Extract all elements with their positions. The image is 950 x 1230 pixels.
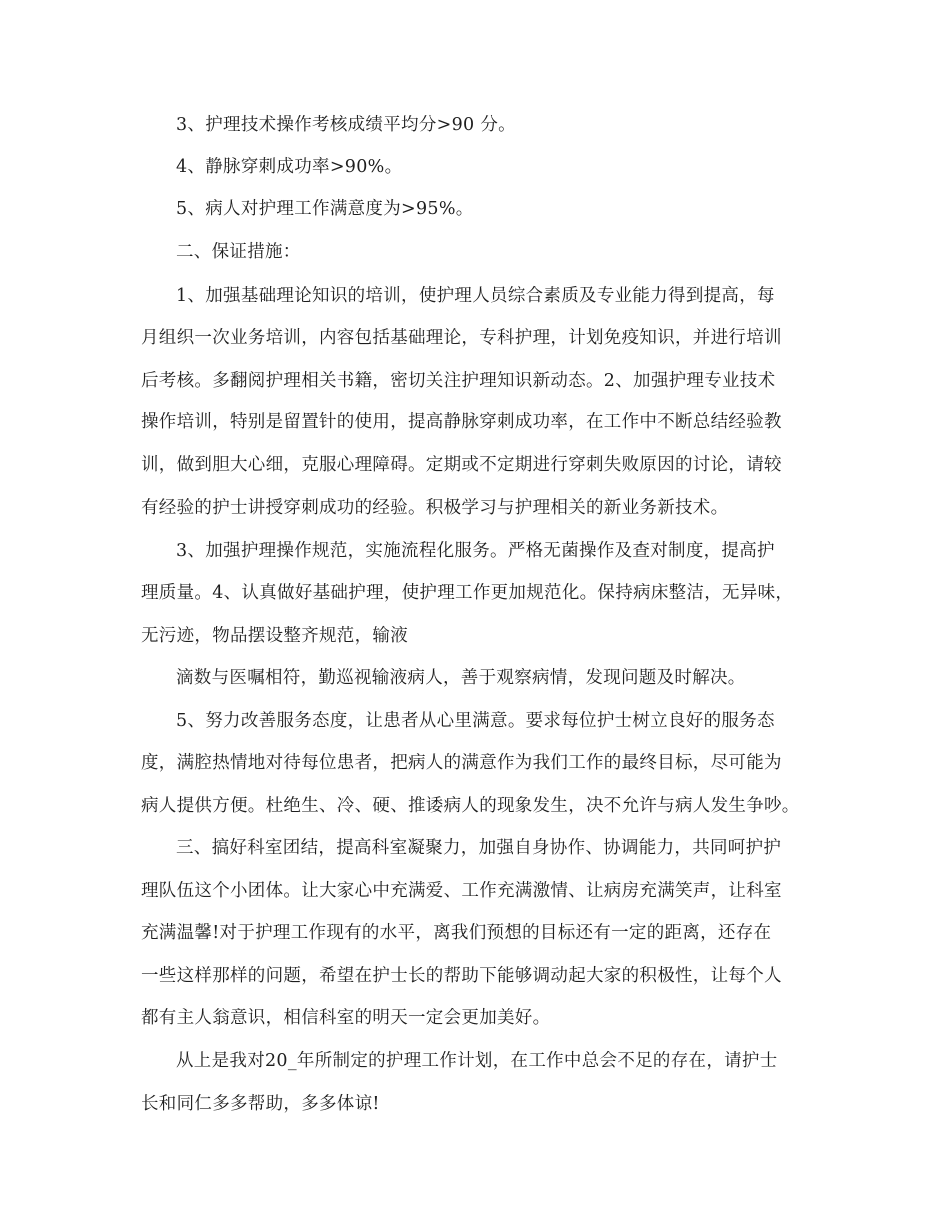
text-line: 无污迹，物品摆设整齐规范，输液 <box>141 626 408 646</box>
text-line: 都有主人翁意识，相信科室的明天一定会更加美好。 <box>141 1008 551 1028</box>
text-line: 一些这样那样的问题，希望在护士长的帮助下能够调动起大家的积极性，让每个人 <box>141 966 782 986</box>
text-line: 操作培训，特别是留置针的使用，提高静脉穿刺成功率，在工作中不断总结经验教 <box>141 412 782 432</box>
text-line: 后考核。多翻阅护理相关书籍，密切关注护理知识新动态。2、加强护理专业技术 <box>141 371 776 391</box>
text-line: 有经验的护士讲授穿刺成功的经验。积极学习与护理相关的新业务新技术。 <box>141 498 729 518</box>
text-line: 长和同仁多多帮助，多多体谅! <box>141 1094 380 1114</box>
text-line: 度，满腔热情地对待每位患者，把病人的满意作为我们工作的最终目标，尽可能为 <box>141 753 782 773</box>
text-line: 理队伍这个小团体。让大家心中充满爱、工作充满激情、让病房充满笑声，让科室 <box>141 881 782 901</box>
text-line: 月组织一次业务培训，内容包括基础理论，专科护理，计划免疫知识，并进行培训 <box>141 328 782 348</box>
text-line: 5、病人对护理工作满意度为>95%。 <box>176 199 474 219</box>
text-line: 滴数与医嘱相符，勤巡视输液病人，善于观察病情，发现问题及时解决。 <box>176 668 746 688</box>
text-line: 理质量。4、认真做好基础护理，使护理工作更加规范化。保持病床整洁，无异味， <box>141 583 794 603</box>
text-line: 病人提供方便。杜绝生、冷、硬、推诿病人的现象发生，决不允许与病人发生争吵。 <box>141 796 800 816</box>
text-line: 训，做到胆大心细，克服心理障碍。定期或不定期进行穿刺失败原因的讨论，请较 <box>141 455 782 475</box>
text-line: 1、加强基础理论知识的培训，使护理人员综合素质及专业能力得到提高，每 <box>176 286 775 306</box>
section-heading: 二、保证措施： <box>176 242 301 262</box>
text-line: 3、护理技术操作考核成绩平均分>90 分。 <box>176 115 516 135</box>
text-line: 充满温馨!对于护理工作现有的水平，离我们预想的目标还有一定的距离，还存在 <box>141 923 772 943</box>
text-line: 从上是我对20_年所制定的护理工作计划，在工作中总会不足的存在，请护士 <box>176 1051 778 1071</box>
section-heading: 三、搞好科室团结，提高科室凝聚力，加强自身协作、协调能力，共同呵护护 <box>176 838 782 858</box>
text-line: 4、静脉穿刺成功率>90%。 <box>176 157 403 177</box>
text-line: 3、加强护理操作规范，实施流程化服务。严格无菌操作及查对制度，提高护 <box>176 541 775 561</box>
text-line: 5、努力改善服务态度，让患者从心里满意。要求每位护士树立良好的服务态 <box>176 711 775 731</box>
